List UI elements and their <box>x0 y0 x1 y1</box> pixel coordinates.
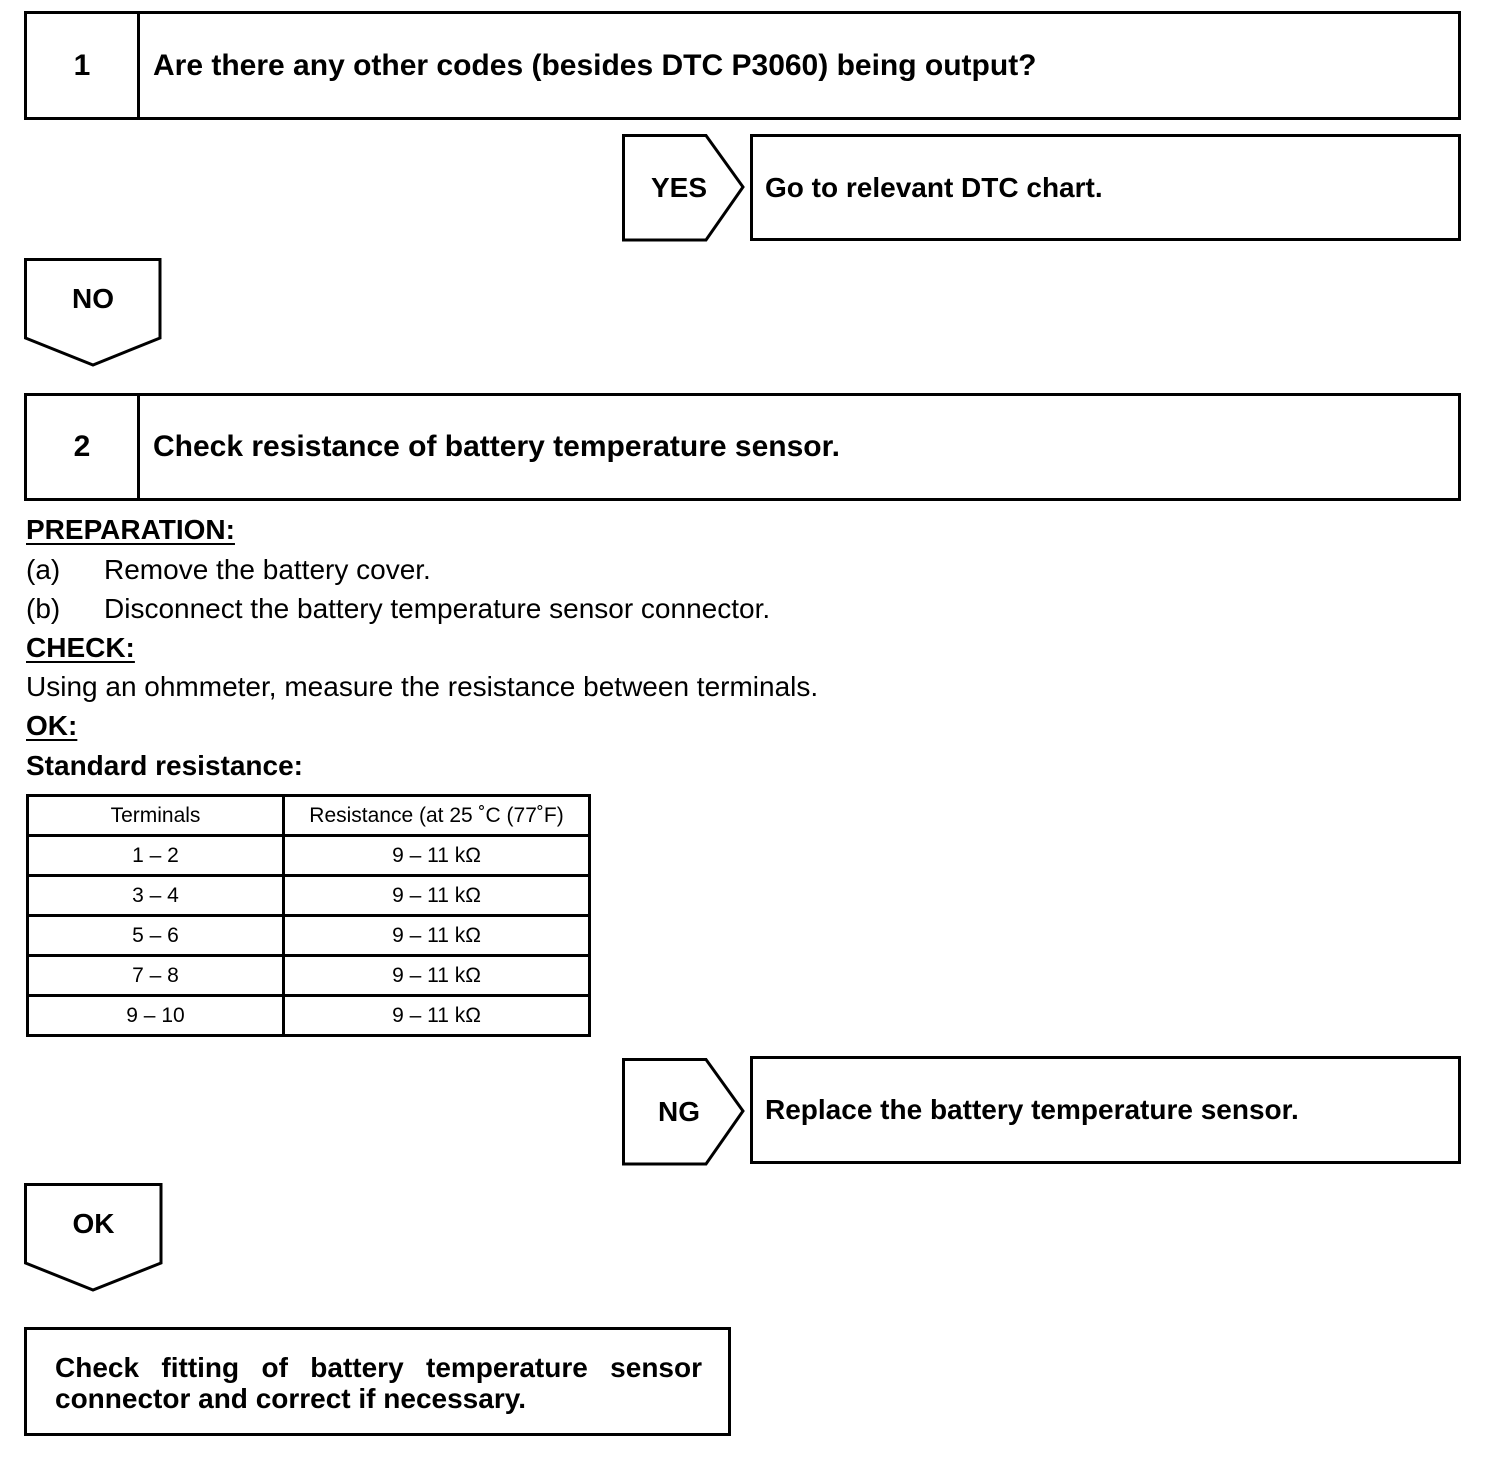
step-1-box <box>24 11 1461 120</box>
prep-item-a-text: Remove the battery cover. <box>104 554 431 585</box>
prep-item-a-marker: (a) <box>26 554 61 585</box>
ok-heading: OK: <box>26 710 78 741</box>
check-heading: CHECK: <box>26 632 135 663</box>
resistance-cell: 9 – 11 kΩ <box>284 956 590 996</box>
ng-label: NG <box>658 1096 700 1127</box>
step-2-number: 2 <box>27 396 140 498</box>
terminals-cell: 9 – 10 <box>28 996 284 1036</box>
table-row <box>28 876 590 916</box>
no-label: NO <box>72 283 114 314</box>
ng-action-text: Replace the battery temperature sensor. <box>765 1094 1299 1125</box>
check-text: Using an ohmmeter, measure the resistance between terminals. <box>26 671 819 702</box>
terminals-cell: 3 – 4 <box>28 876 284 916</box>
table-row <box>28 916 590 956</box>
ok-label: OK <box>72 1208 115 1239</box>
standard-resistance-label: Standard resistance: <box>26 750 303 781</box>
resistance-cell: 9 – 11 kΩ <box>284 916 590 956</box>
table-row <box>28 956 590 996</box>
resistance-cell: 9 – 11 kΩ <box>284 876 590 916</box>
table-row <box>28 996 590 1036</box>
prep-item-b-marker: (b) <box>26 593 61 624</box>
yes-label: YES <box>650 172 708 203</box>
final-action-text: Check fitting of battery temperature sensor connector and correct if necessary. <box>55 1352 702 1414</box>
header-resistance: Resistance (at 25 ˚C (77˚F) <box>284 796 590 836</box>
step-2-title: Check resistance of battery temperature sensor. <box>153 430 840 463</box>
final-action-box <box>24 1327 731 1436</box>
preparation-heading: PREPARATION: <box>26 514 235 545</box>
yes-action-box <box>750 134 1461 241</box>
yes-action-text: Go to relevant DTC chart. <box>765 171 1103 203</box>
terminals-cell: 5 – 6 <box>28 916 284 956</box>
step-2-box <box>24 393 1461 501</box>
terminals-cell: 1 – 2 <box>28 836 284 876</box>
prep-item-b-text: Disconnect the battery temperature sensor connector. <box>104 593 771 624</box>
resistance-cell: 9 – 11 kΩ <box>284 996 590 1036</box>
resistance-cell: 9 – 11 kΩ <box>284 836 590 876</box>
resistance-table <box>26 794 591 1037</box>
step-1-number: 1 <box>27 14 140 117</box>
table-row <box>28 836 590 876</box>
table-header-row <box>28 796 590 836</box>
terminals-cell: 7 – 8 <box>28 956 284 996</box>
ng-action-box <box>750 1056 1461 1164</box>
header-terminals: Terminals <box>28 796 284 836</box>
step-1-title: Are there any other codes (besides DTC P3060) being output? <box>153 48 1037 82</box>
